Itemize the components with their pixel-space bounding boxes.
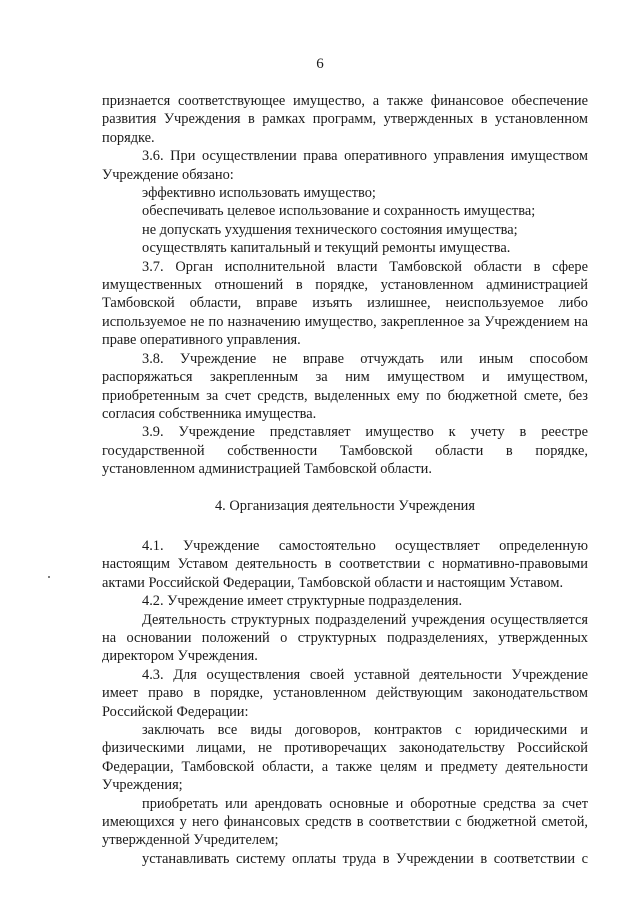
paragraph-4-1: 4.1. Учреждение самостоятельно осуществляет определенную настоящим Уставом деятельность в соответствии с нормативно-правовыми актами Российской Федерации, Тамбовской области и настоящим Уставом.: [102, 537, 588, 591]
document-body: [102, 92, 588, 868]
paragraph-wages: устанавливать систему оплаты труда в Учреждении в соответствии с: [142, 850, 588, 867]
list-item: эффективно использовать имущество;: [142, 185, 376, 202]
page-number: 6: [316, 56, 324, 72]
list-item: не допускать ухудшения технического состояния имущества;: [142, 221, 518, 238]
paragraph-3-7: 3.7. Орган исполнительной власти Тамбовской области в сфере имущественных отношений в порядке, установленном администрацией Тамбовской области, вправе изъять излишнее, неиспользуемое либо используемое не по назначению имущество, закрепленное за Учреждением на праве оперативного управления.: [102, 258, 588, 349]
paragraph-assets: приобретать или арендовать основные и оборотные средства за счет имеющихся у него финансовых средств в соответствии с бюджетной сметой, утвержденной Учредителем;: [102, 795, 588, 849]
paragraph-3-6: 3.6. При осуществлении права оперативного управления имуществом Учреждение обязано:: [102, 148, 588, 183]
section-heading: 4. Организация деятельности Учреждения: [214, 497, 476, 514]
paragraph-4-2: 4.2. Учреждение имеет структурные подразделения.: [142, 593, 463, 610]
list-item: обеспечивать целевое использование и сохранность имущества;: [142, 203, 536, 220]
paragraph-subdivisions: Деятельность структурных подразделений учреждения осуществляется на основании положений о структурных подразделениях, утвержденных директором Учреждения.: [102, 611, 588, 665]
paragraph-contracts: заключать все виды договоров, контрактов с юридическими и физическими лицами, не противоречащих законодательству Российской Федерации, Тамбовской области, а также целям и предмету деятельности Учреждения;: [102, 722, 588, 794]
paragraph-3-9: 3.9. Учреждение представляет имущество к учету в реестре государственной собственности Тамбовской области в порядке, установленном администрацией Тамбовской области.: [102, 424, 588, 478]
paragraph-continuation: признается соответствующее имущество, а также финансовое обеспечение развития Учреждения в рамках программ, утвержденных в установленном порядке.: [102, 93, 588, 146]
paragraph-3-8: 3.8. Учреждение не вправе отчуждать или иным способом распоряжаться закрепленным за ним имуществом и имуществом, приобретенным за счет средств, выделенных ему по бюджетной смете, без согласия собственника имущества.: [102, 350, 588, 422]
paragraph-4-3: 4.3. Для осуществления своей уставной деятельности Учреждение имеет право в порядке, установленном действующим законодательством Российской Федерации:: [102, 666, 588, 720]
list-item: осуществлять капитальный и текущий ремонты имущества.: [142, 240, 511, 257]
scan-speck: [48, 576, 50, 578]
